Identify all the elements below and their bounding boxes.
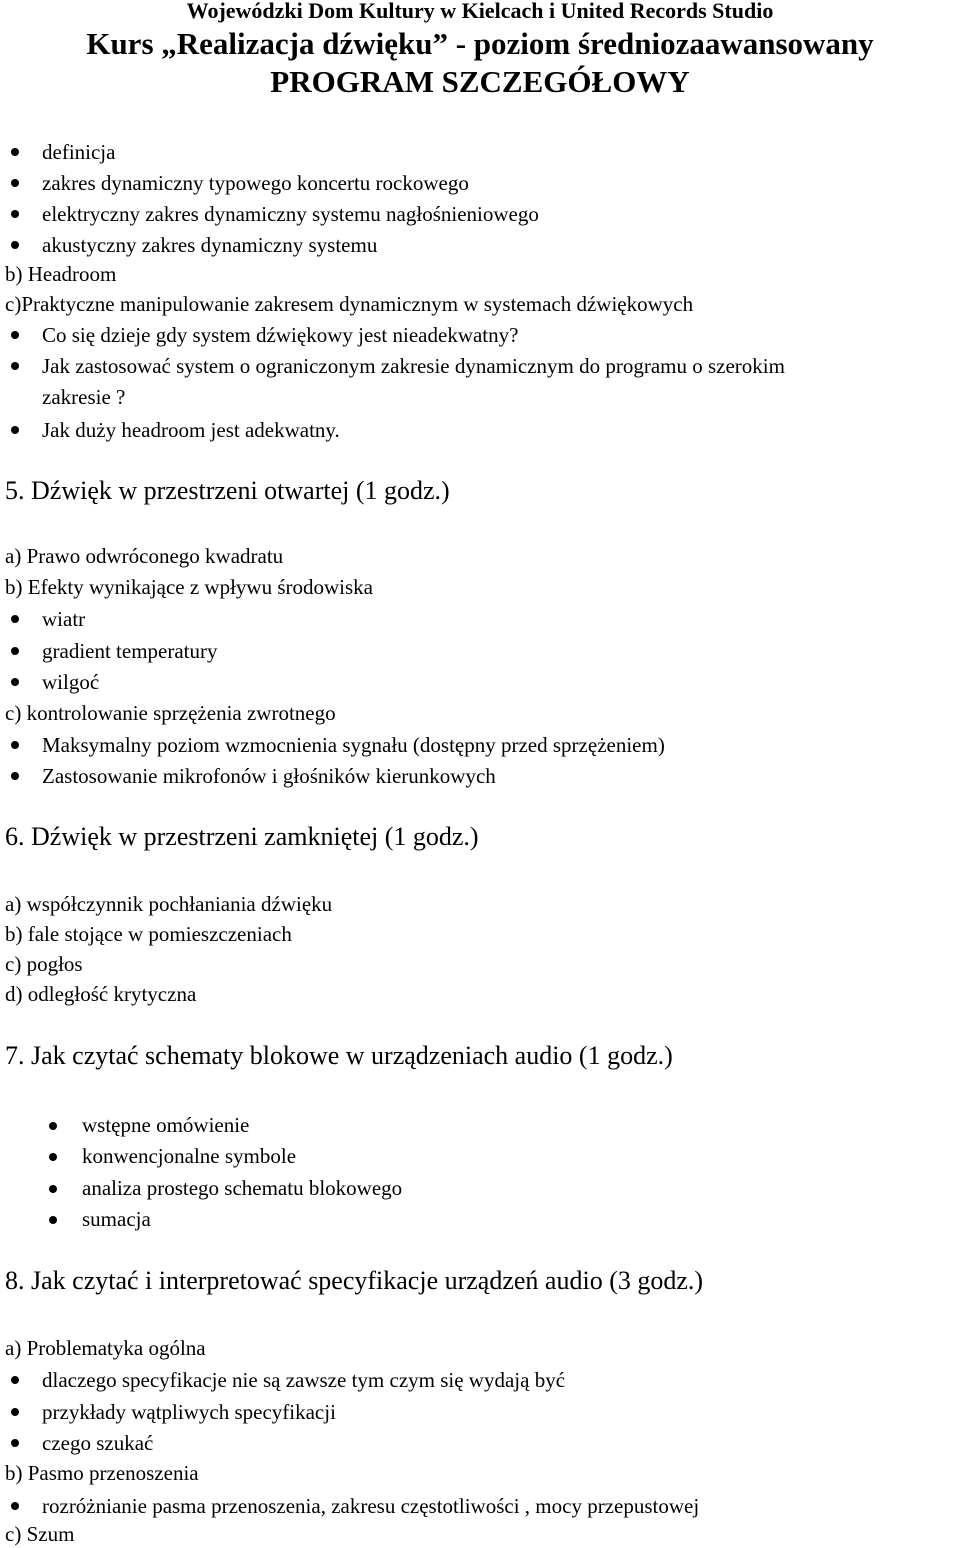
- list-item: akustyczny zakres dynamiczny systemu: [42, 233, 378, 257]
- bullet-icon: [49, 1185, 57, 1193]
- bullet-icon: [11, 362, 19, 370]
- bullet-icon: [11, 1502, 19, 1510]
- list-item: definicja: [42, 140, 116, 164]
- subsection-label: a) Problematyka ogólna: [5, 1336, 206, 1360]
- program-title: PROGRAM SZCZEGÓŁOWY: [270, 64, 690, 99]
- list-item: gradient temperatury: [42, 639, 218, 663]
- subsection-label: c) kontrolowanie sprzężenia zwrotnego: [5, 701, 336, 725]
- section-heading: 8. Jak czytać i interpretować specyfikacje urządzeń audio (3 godz.): [5, 1266, 704, 1295]
- bullet-icon: [49, 1216, 57, 1224]
- subsection-label: b) Headroom: [5, 262, 117, 286]
- bullet-icon: [11, 426, 19, 434]
- bullet-icon: [11, 1439, 19, 1447]
- bullet-icon: [11, 772, 19, 780]
- list-item: Jak zastosować system o ograniczonym zakresie dynamicznym do programu o szerokim: [42, 354, 785, 378]
- list-item: czego szukać: [42, 1431, 154, 1455]
- section-heading: 7. Jak czytać schematy blokowe w urządzeniach audio (1 godz.): [5, 1041, 673, 1070]
- bullet-icon: [11, 678, 19, 686]
- list-item: wiatr: [42, 607, 86, 631]
- subsection-label: c)Praktyczne manipulowanie zakresem dynamicznym w systemach dźwiękowych: [5, 292, 694, 316]
- list-item: Maksymalny poziom wzmocnienia sygnału (dostępny przed sprzężeniem): [42, 733, 665, 757]
- list-item: zakres dynamiczny typowego koncertu rockowego: [42, 171, 469, 195]
- bullet-icon: [11, 1376, 19, 1384]
- course-title: Kurs „Realizacja dźwięku” - poziom średniozaawansowany: [86, 26, 874, 61]
- bullet-icon: [11, 741, 19, 749]
- list-item: rozróżnianie pasma przenoszenia, zakresu częstotliwości , mocy przepustowej: [42, 1494, 700, 1518]
- list-item: sumacja: [82, 1207, 151, 1231]
- subsection-label: b) fale stojące w pomieszczeniach: [5, 922, 292, 946]
- bullet-icon: [49, 1153, 57, 1161]
- list-item: Co się dzieje gdy system dźwiękowy jest nieadekwatny?: [42, 323, 519, 347]
- list-item: elektryczny zakres dynamiczny systemu nagłośnieniowego: [42, 202, 539, 226]
- bullet-icon: [49, 1122, 57, 1130]
- subsection-label: d) odległość krytyczna: [5, 982, 197, 1006]
- bullet-icon: [11, 210, 19, 218]
- subsection-label: a) Prawo odwróconego kwadratu: [5, 544, 284, 568]
- list-item: Zastosowanie mikrofonów i głośników kierunkowych: [42, 764, 496, 788]
- organization-title: Wojewódzki Dom Kultury w Kielcach i United Records Studio: [186, 0, 774, 23]
- list-item: analiza prostego schematu blokowego: [82, 1176, 403, 1200]
- bullet-icon: [11, 615, 19, 623]
- section-heading: 6. Dźwięk w przestrzeni zamkniętej (1 godz.): [5, 822, 479, 851]
- list-item: przykłady wątpliwych specyfikacji: [42, 1400, 336, 1424]
- list-item: konwencjonalne symbole: [82, 1144, 297, 1168]
- subsection-label: c) Szum: [5, 1522, 75, 1546]
- list-item: dlaczego specyfikacje nie są zawsze tym czym się wydają być: [42, 1368, 566, 1392]
- bullet-icon: [11, 647, 19, 655]
- bullet-icon: [11, 331, 19, 339]
- subsection-label: a) współczynnik pochłaniania dźwięku: [5, 892, 333, 916]
- section-heading: 5. Dźwięk w przestrzeni otwartej (1 godz.): [5, 476, 450, 505]
- list-item: Jak duży headroom jest adekwatny.: [42, 418, 340, 442]
- bullet-icon: [11, 148, 19, 156]
- bullet-icon: [11, 241, 19, 249]
- subsection-label: b) Efekty wynikające z wpływu środowiska: [5, 575, 373, 599]
- subsection-label: c) pogłos: [5, 952, 83, 976]
- list-item: wilgoć: [42, 670, 100, 694]
- list-item-continuation: zakresie ?: [42, 385, 126, 409]
- bullet-icon: [11, 1408, 19, 1416]
- bullet-icon: [11, 179, 19, 187]
- list-item: wstępne omówienie: [82, 1113, 250, 1137]
- subsection-label: b) Pasmo przenoszenia: [5, 1461, 199, 1485]
